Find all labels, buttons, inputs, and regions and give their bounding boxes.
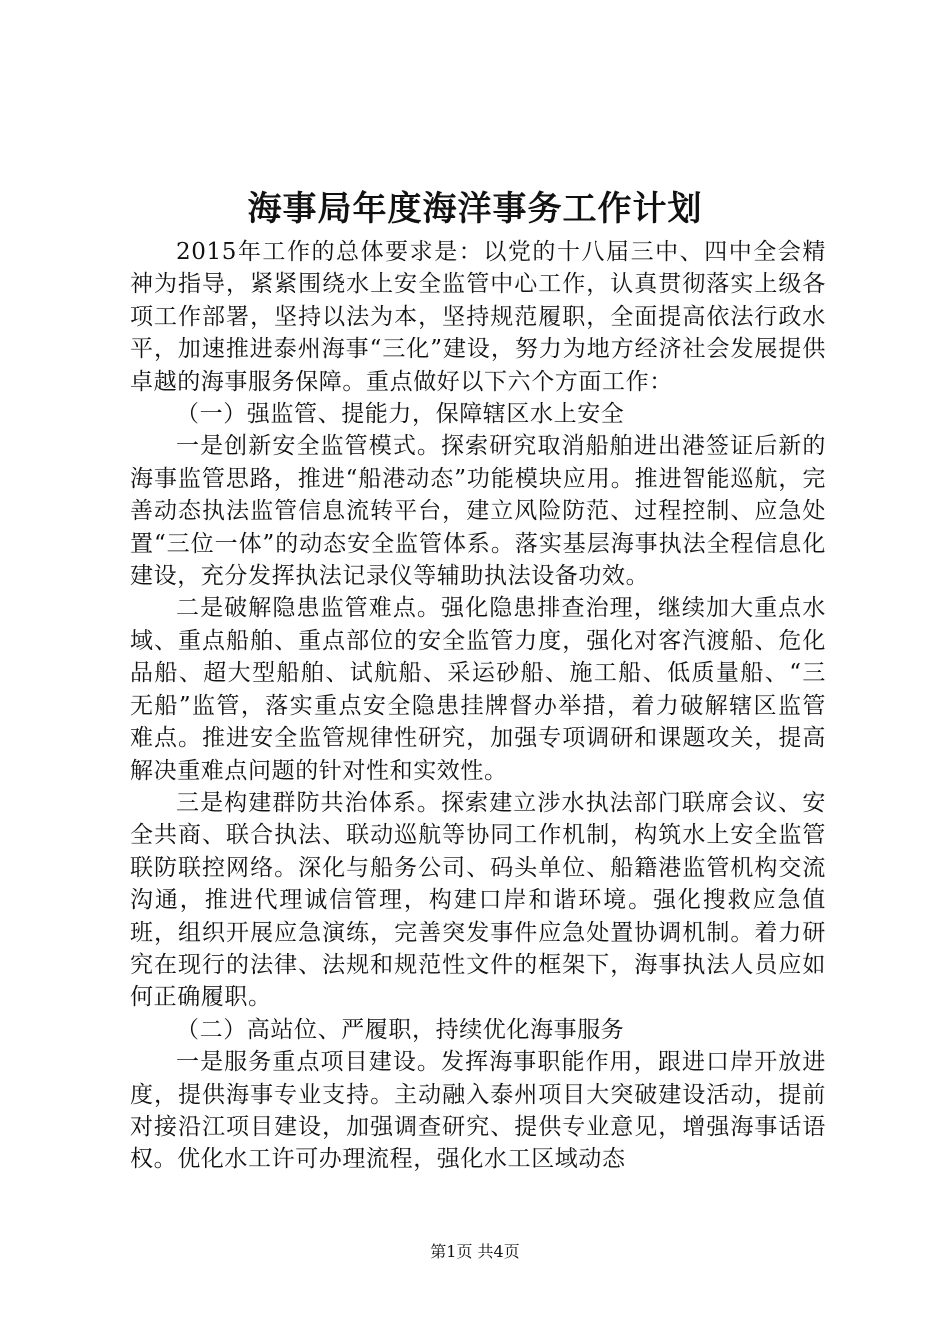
document-body xyxy=(130,236,826,1176)
document-title: 海事局年度海洋事务工作计划 xyxy=(247,189,703,229)
paragraph-2-1: 一是服务重点项目建设。发挥海事职能作用，跟进口岸开放进度，提供海事专业支持。主动融入泰州项目大突破建设活动，提前对接沿江项目建设，加强调查研究、提供专业意见，增强海事话语权。优化水工许可办理流程，强化水工区域动态 xyxy=(130,1049,826,1173)
paragraph-1-2: 二是破解隐患监管难点。强化隐患排查治理，继续加大重点水域、重点船舶、重点部位的安全监管力度，强化对客汽渡船、危化品船、超大型船舶、试航船、采运砂船、施工船、低质量船、“三无船”监管，落实重点安全隐患挂牌督办举措，着力破解辖区监管难点。推进安全监管规律性研究，加强专项调研和课题攻关，提高解决重难点问题的针对性和实效性。 xyxy=(130,595,826,784)
paragraph-intro: 2015年工作的总体要求是：以党的十八届三中、四中全会精神为指导，紧紧围绕水上安全监管中心工作，认真贯彻落实上级各项工作部署，坚持以法为本，坚持规范履职，全面提高依法行政水平，加速推进泰州海事“三化”建设，努力为地方经济社会发展提供卓越的海事服务保障。重点做好以下六个方面工作： xyxy=(130,239,826,395)
paragraph-1-1: 一是创新安全监管模式。探索研究取消船舶进出港签证后新的海事监管思路，推进“船港动态”功能模块应用。推进智能巡航，完善动态执法监管信息流转平台，建立风险防范、过程控制、应急处置“三位一体”的动态安全监管体系。落实基层海事执法全程信息化建设，充分发挥执法记录仪等辅助执法设备功效。 xyxy=(130,433,826,590)
page-footer: 第1页 共4页 xyxy=(430,1242,520,1261)
section-heading-2: （二）高站位、严履职，持续优化海事服务 xyxy=(176,1016,625,1043)
section-heading-1: （一）强监管、提能力，保障辖区水上安全 xyxy=(176,401,625,428)
paragraph-1-3: 三是构建群防共治体系。探索建立涉水执法部门联席会议、安全共商、联合执法、联动巡航等协同工作机制，构筑水上安全监管联防联控网络。深化与船务公司、码头单位、船籍港监管机构交流沟通，推进代理诚信管理，构建口岸和谐环境。强化搜救应急值班，组织开展应急演练，完善突发事件应急处置协调机制。着力研究在现行的法律、法规和规范性文件的框架下，海事执法人员应如何正确履职。 xyxy=(130,789,826,1011)
